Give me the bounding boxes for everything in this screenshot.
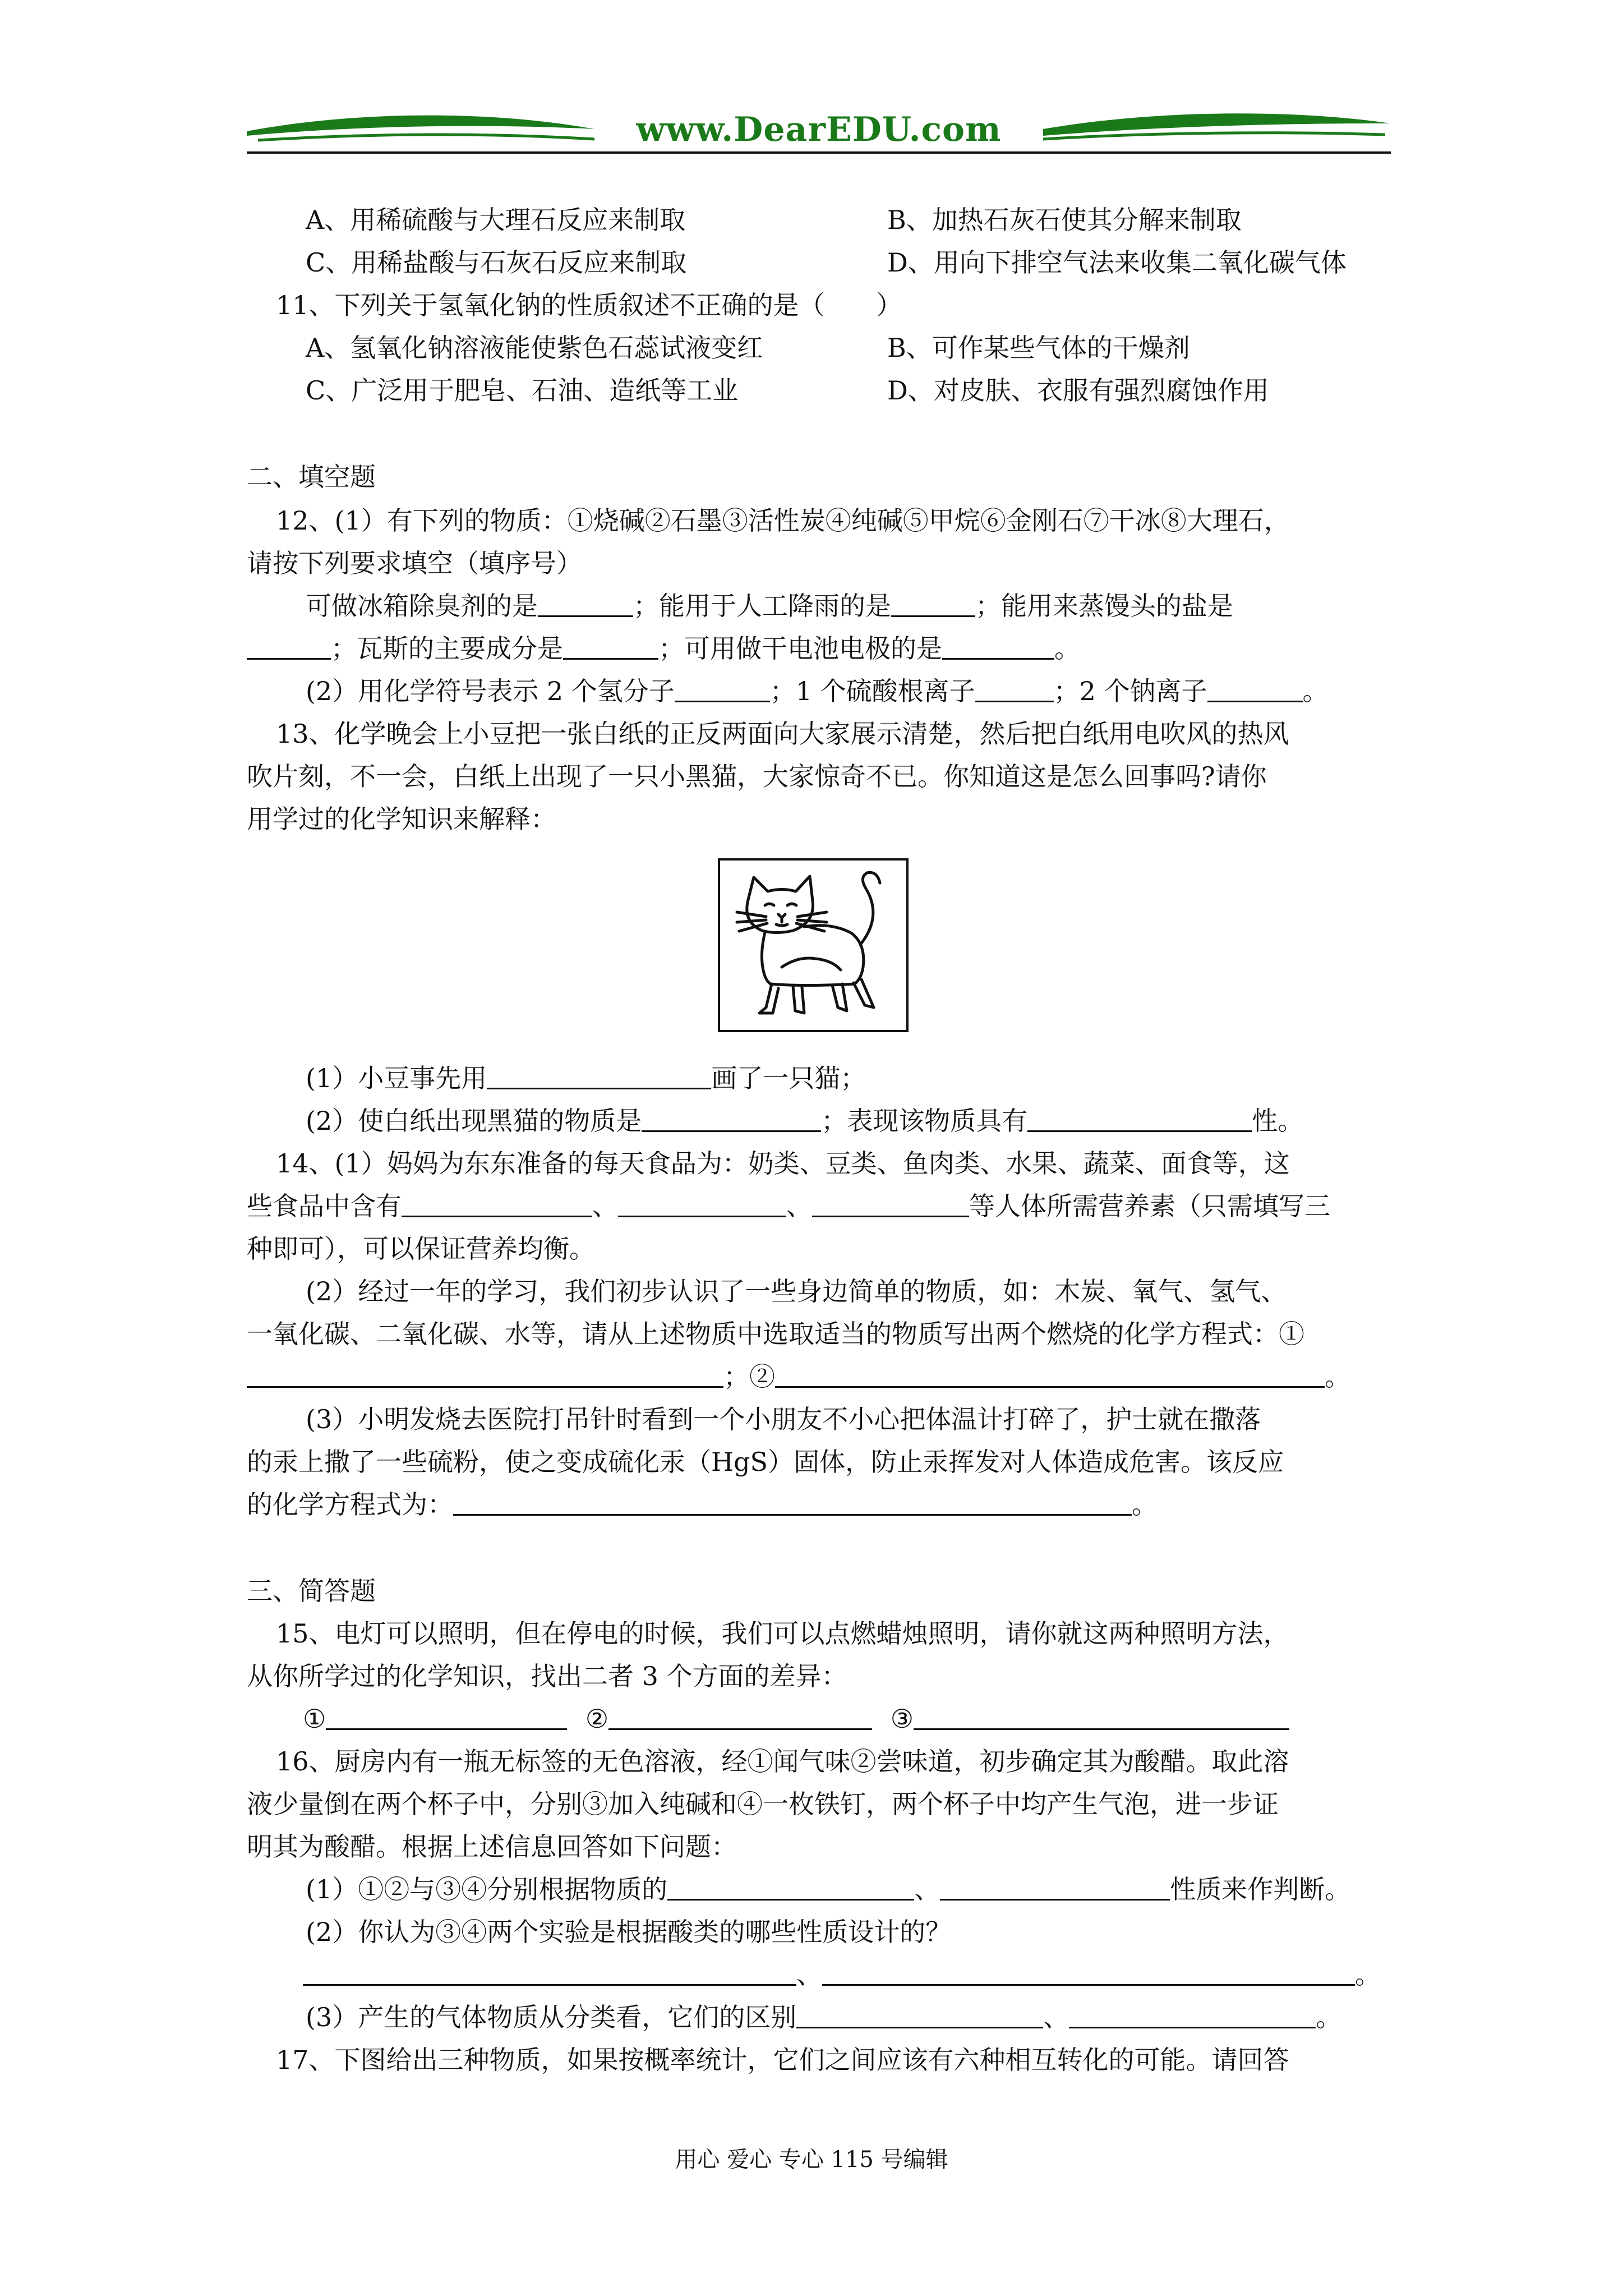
header-rule [247, 151, 1391, 154]
q11-option-d: D、对皮肤、衣服有强烈腐蚀作用 [887, 375, 1269, 406]
answer-blank[interactable] [775, 1361, 1325, 1388]
q13-line-5 [306, 1103, 1303, 1139]
q14-line-7: (3）小明发烧去医院打吊针时看到一个小朋友不小心把体温计打碎了，护士就在撒落 [306, 1404, 1261, 1434]
q13-line-3: 用学过的化学知识来解释： [247, 804, 556, 834]
answer-blank[interactable] [822, 1959, 1355, 1986]
q12-line-4 [247, 631, 1080, 666]
q12-prompt-rain: ；能用于人工降雨的是 [633, 591, 891, 621]
site-logo-text: www.DearEDU.com [636, 110, 1002, 149]
q14-line-2 [247, 1188, 1330, 1224]
cat-figure [718, 858, 909, 1032]
answer-blank[interactable] [812, 1191, 969, 1217]
q15-line-3 [303, 1701, 1289, 1737]
q11-stem: 11、下列关于氢氧化钠的性质叙述不正确的是（ ） [276, 290, 902, 320]
q15-line-1: 15、电灯可以照明，但在停电的时候，我们可以点燃蜡烛照明，请你就这两种照明方法， [276, 1618, 1289, 1649]
q14-prompt-equation: 的化学方程式为： [247, 1489, 453, 1520]
q14-period: 。 [1132, 1489, 1158, 1520]
q16-prompt-difference: (3）产生的气体物质从分类看，它们的区别 [306, 2002, 797, 2032]
q16-separator: 、 [796, 1959, 822, 1990]
q15-marker-2: ② [585, 1704, 609, 1734]
q14-line-5: 一氧化碳、二氧化碳、水等，请从上述物质中选取适当的物质写出两个燃烧的化学方程式：① [247, 1319, 1304, 1349]
answer-blank[interactable] [608, 1704, 872, 1730]
answer-blank[interactable] [1027, 1106, 1252, 1132]
q12-prompt-salt: ；能用来蒸馒头的盐是 [975, 591, 1233, 621]
q16-line-5: (2）你认为③④两个实验是根据酸类的哪些性质设计的？ [306, 1917, 952, 1947]
q10-option-d: D、用向下排空气法来收集二氧化碳气体 [887, 247, 1347, 278]
answer-blank[interactable] [1069, 2002, 1316, 2028]
q14-prompt-nutrients: 些食品中含有 [247, 1191, 402, 1221]
section-title-short-answer: 三、简答题 [247, 1576, 376, 1606]
page-header [247, 107, 1391, 157]
page-footer: 用心 爱心 专心 115 号编辑 [675, 2147, 948, 2173]
answer-blank[interactable] [303, 1959, 796, 1986]
q12-prompt-gas: ；瓦斯的主要成分是 [331, 633, 563, 664]
q16-line-1: 16、厨房内有一瓶无标签的无色溶液，经①闻气味②尝味道，初步确定其为酸醋。取此溶 [276, 1746, 1289, 1777]
answer-blank[interactable] [247, 1361, 723, 1388]
answer-blank[interactable] [487, 1063, 711, 1089]
answer-blank[interactable] [453, 1489, 1132, 1516]
q16-line-6 [303, 1957, 1381, 1993]
q14-line-9 [247, 1487, 1158, 1522]
answer-blank[interactable] [675, 676, 770, 702]
cat-drawing [720, 861, 906, 1030]
answer-blank[interactable] [538, 591, 633, 617]
answer-blank[interactable] [326, 1704, 567, 1730]
q15-marker-3: ③ [890, 1704, 914, 1734]
answer-blank[interactable] [891, 591, 975, 617]
q16-line-3: 明其为酸醋。根据上述信息回答如下问题： [247, 1832, 737, 1862]
q12-prompt-sulfate: ；1 个硫酸根离子 [769, 676, 975, 706]
q14-marker-2: ；② [723, 1361, 775, 1392]
q16-separator: 、 [1043, 2002, 1069, 2032]
q16-period: 。 [1316, 2002, 1342, 2032]
q12-line-5 [306, 673, 1329, 709]
q16-separator: 、 [914, 1874, 940, 1904]
answer-blank[interactable] [1207, 676, 1303, 702]
q13-prompt-cat: 画了一只猫； [711, 1063, 866, 1093]
q12-period: 。 [1302, 676, 1329, 706]
q14-separator: 、 [592, 1191, 618, 1221]
answer-blank[interactable] [796, 2002, 1043, 2028]
answer-blank[interactable] [942, 633, 1054, 660]
q14-line-3: 种即可），可以保证营养均衡。 [247, 1234, 595, 1264]
q10-option-a: A、用稀硫酸与大理石反应来制取 [306, 205, 686, 235]
q13-line-2: 吹片刻，不一会，白纸上出现了一只小黑猫，大家惊奇不已。你知道这是怎么回事吗?请你 [247, 761, 1267, 792]
q16-period: 。 [1355, 1959, 1381, 1990]
q12-prompt-electrode: ；可用做干电池电极的是 [658, 633, 942, 664]
answer-blank[interactable] [247, 633, 331, 660]
answer-blank[interactable] [402, 1191, 592, 1217]
q10-option-c: C、用稀盐酸与石灰石反应来制取 [306, 247, 687, 278]
q14-line-4: (2）经过一年的学习，我们初步认识了一些身边简单的物质，如：木炭、氧气、氢气、 [306, 1276, 1287, 1306]
q12-prompt-h2: (2）用化学符号表示 2 个氢分子 [306, 676, 675, 706]
q16-line-4 [306, 1871, 1350, 1907]
q14-period: 。 [1325, 1361, 1350, 1392]
q13-line-4 [306, 1060, 866, 1096]
q15-marker-1: ① [303, 1704, 326, 1734]
answer-blank[interactable] [914, 1704, 1289, 1730]
q13-prompt-substance: (2）使白纸出现黑猫的物质是 [306, 1106, 642, 1136]
q14-line-8: 的汞上撒了一些硫粉，使之变成硫化汞（HgS）固体，防止汞挥发对人体造成危害。该反应 [247, 1447, 1284, 1477]
q11-option-a: A、氢氧化钠溶液能使紫色石蕊试液变红 [306, 333, 763, 363]
q15-line-2: 从你所学过的化学知识，找出二者 3 个方面的差异： [247, 1661, 847, 1691]
q16-prompt-basis: (1）①②与③④分别根据物质的 [306, 1874, 668, 1904]
q13-suffix: 性。 [1252, 1106, 1304, 1136]
q14-line-1: 14、(1）妈妈为东东准备的每天食品为：奶类、豆类、鱼肉类、水果、蔬菜、面食等，这 [276, 1148, 1290, 1179]
answer-blank[interactable] [940, 1874, 1170, 1901]
q16-line-7 [306, 1999, 1341, 2035]
q14-prompt-three: 等人体所需营养素（只需填写三 [969, 1191, 1330, 1221]
q12-prompt-deodorant: 可做冰箱除臭剂的是 [306, 591, 538, 621]
section-title-fill-in: 二、填空题 [247, 462, 376, 492]
q11-option-b: B、可作某些气体的干燥剂 [887, 333, 1190, 363]
q12-line-1: 12、(1）有下列的物质：①烧碱②石墨③活性炭④纯碱⑤甲烷⑥金刚石⑦干冰⑧大理石， [276, 505, 1290, 536]
answer-blank[interactable] [642, 1106, 821, 1132]
q12-line-3 [306, 588, 1233, 624]
answer-blank[interactable] [563, 633, 658, 660]
q16-prompt-judge: 性质来作判断。 [1170, 1874, 1351, 1904]
q14-line-6 [247, 1359, 1350, 1395]
answer-blank[interactable] [975, 676, 1054, 702]
q12-period: 。 [1054, 633, 1080, 664]
q10-option-b: B、加热石灰石使其分解来制取 [887, 205, 1242, 235]
answer-blank[interactable] [618, 1191, 786, 1217]
q14-separator: 、 [786, 1191, 812, 1221]
q13-line-1: 13、化学晚会上小豆把一张白纸的正反两面向大家展示清楚，然后把白纸用电吹风的热风 [276, 719, 1289, 749]
q17-line-1: 17、下图给出三种物质，如果按概率统计，它们之间应该有六种相互转化的可能。请回答 [276, 2045, 1289, 2075]
q12-prompt-sodium: ；2 个钠离子 [1053, 676, 1207, 706]
q13-prompt-property: ；表现该物质具有 [821, 1106, 1028, 1136]
q13-prompt-drawn-with: (1）小豆事先用 [306, 1063, 487, 1093]
q16-line-2: 液少量倒在两个杯子中，分别③加入纯碱和④一枚铁钉，两个杯子中均产生气泡，进一步证 [247, 1789, 1279, 1819]
q11-option-c: C、广泛用于肥皂、石油、造纸等工业 [306, 375, 739, 406]
q12-line-2: 请按下列要求填空（填序号） [247, 548, 582, 578]
answer-blank[interactable] [667, 1874, 914, 1901]
